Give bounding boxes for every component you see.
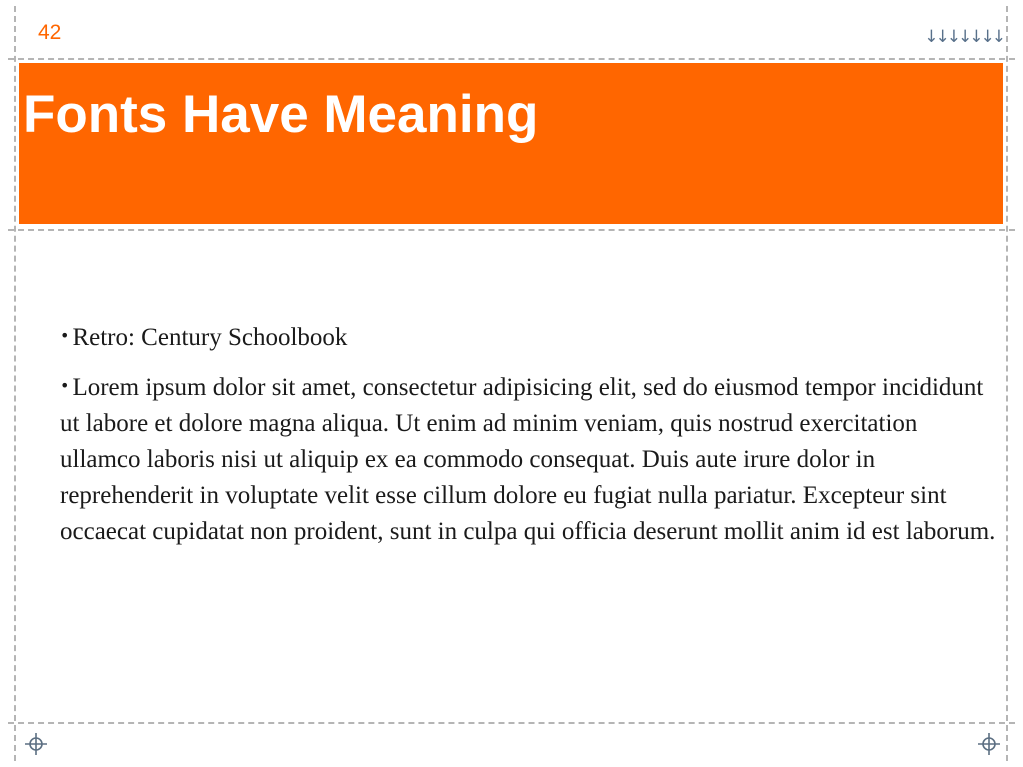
guide-line-top: [8, 58, 1015, 60]
crosshair-icon: [978, 733, 1000, 755]
nav-arrows-icon[interactable]: ↓↓↓↓↓↓↓: [924, 27, 1003, 47]
bullet-text: Retro: Century Schoolbook: [72, 324, 348, 351]
guide-line-title-bottom: [8, 229, 1015, 231]
bullet-item: [60, 318, 1000, 356]
bullet-icon: •: [60, 326, 70, 345]
crosshair-icon: [25, 733, 47, 755]
guide-line-bottom: [8, 722, 1015, 724]
guide-line-left: [14, 6, 16, 761]
guide-line-right: [1006, 6, 1008, 761]
bullet-text: Lorem ipsum dolor sit amet, consectetur adipisicing elit, sed do eiusmod tempor incididunt ut labore et dolore magna aliqua. Ut enim ad minim veniam, quis nostrud exercitation ullamco laboris nisi ut aliquip ex ea commodo consequat. Duis aute irure dolor in reprehenderit in voluptate velit esse cillum dolore eu fugiat nulla pariatur. Excepteur sint occaecat cupidatat non proident, sunt in culpa qui officia deserunt mollit anim id est laborum.: [60, 374, 996, 545]
bullet-list: [60, 318, 1000, 562]
slide-title: Fonts Have Meaning: [23, 85, 539, 144]
slide-number: 42: [38, 21, 62, 44]
bullet-item: [60, 368, 1000, 550]
bullet-icon: •: [60, 376, 70, 395]
